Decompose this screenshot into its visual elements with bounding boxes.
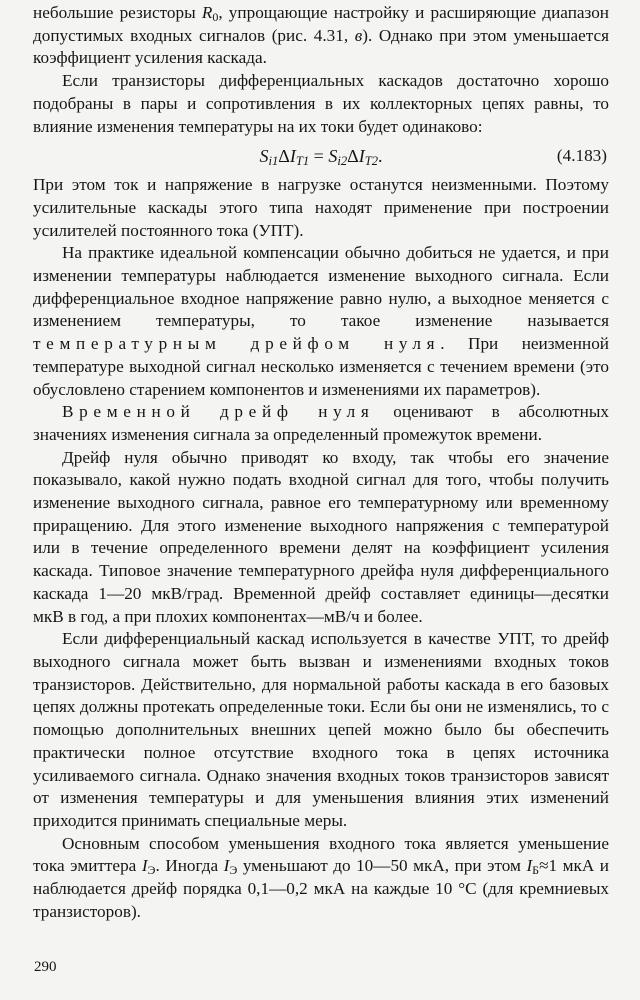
subscript: Э	[147, 863, 156, 878]
text-run: в	[354, 25, 363, 45]
text-run: . Иногда	[155, 856, 224, 876]
paragraph	[33, 401, 609, 446]
paragraph	[33, 2, 609, 70]
page-number: 290	[34, 959, 57, 975]
text-run: Если дифференциальный каскад используется в качестве УПТ, то дрейф выходного сигнала может быть вызван и изменениями входных токов транзисторов. Действительно, для нормальной работы каскада в его базовых цепях должны протекать определенные токи. Если бы они не изменялись, то с помощью дополнительных внешних цепей можно было бы обеспечить практически полное отсутствие входного тока в цепях источника усиливаемого сигнала. Однако значения входных токов транзисторов зависят от изменения температуры и для уменьшения влияния этих изменений приходится принимать специальные меры.	[33, 629, 609, 830]
text-run: R	[201, 3, 213, 22]
formula-expression: $S_{i1}\Delta I_{T1} = S_{i2}\Delta I_{T2}$.	[259, 146, 383, 169]
paragraph	[33, 174, 609, 242]
paragraph	[33, 628, 609, 832]
paragraph	[33, 242, 609, 401]
text-run: ). Однако при этом уменьшается коэффициент усиления каскада.	[33, 25, 609, 68]
emphasized-term: Временной дрейф нуля	[62, 402, 375, 422]
text-run: I	[141, 856, 148, 876]
paragraph	[33, 833, 609, 924]
subscript: Э	[229, 863, 238, 878]
text-run: ≈1 мкА и наблюдается дрейф порядка 0,1—0,2 мкА на каждые 10 °С (для кремниевых транзисторов).	[33, 856, 609, 921]
text-run: небольшие резисторы	[33, 3, 202, 22]
paragraph	[33, 447, 609, 629]
paragraph	[33, 70, 609, 138]
emphasized-term: температурным дрейфом нуля	[33, 334, 441, 354]
text-run: I	[223, 856, 230, 876]
text-run: . При неизменной температуре выходной сигнал несколько изменяется с течением времени (это обусловлено старением компонентов и изменениями их параметров).	[33, 334, 609, 399]
text-run: Дрейф нуля обычно приводят ко входу, так чтобы его значение показывало, какой нужно подать входной сигнал для того, чтобы получить изменение выходного сигнала, равное его температурному или временному приращению. Для этого изменение выходного напряжения с температурой или в течение определенного времени делят на коэффициент усиления каскада. Типовое значение температурного дрейфа нуля дифференциального каскада 1—20 мкВ/град. Временной дрейф составляет единицы—десятки мкВ в год, а при плохих компонентах—мВ/ч и более.	[33, 447, 609, 626]
subscript: 0	[212, 10, 219, 24]
text-run: , упрощающие настройку и расширяющие диапазон допустимых входных сигналов (рис. 4.31,	[33, 3, 610, 45]
formula-number: (4.183)	[556, 146, 607, 166]
text-run: оценивают в абсолютных значениях изменения сигнала за определенный промежуток времени.	[33, 402, 609, 444]
text-run: На практике идеальной компенсации обычно добиться не удается, и при изменении температуры наблюдается изменение выходного сигнала. Если дифференциальное входное напряжение равно нулю, а выходное меняется с изменением температуры, то такое изменение называется	[33, 243, 609, 331]
subscript: Б	[532, 863, 540, 878]
text-run: При этом ток и напряжение в нагрузке останутся неизменными. Поэтому усилительные каскады этого типа находят применение при построении усилителей постоянного тока (УПТ).	[33, 175, 609, 240]
text-run: Основным способом уменьшения входного тока является уменьшение тока эмиттера	[33, 833, 609, 876]
text-run: уменьшают до 10—50 мкА, при этом	[237, 856, 527, 876]
formula-block	[33, 138, 609, 174]
text-run: I	[526, 856, 533, 876]
body-text	[33, 2, 609, 923]
text-run: Если транзисторы дифференциальных каскадов достаточно хорошо подобраны в пары и сопротивления в их коллекторных цепях равны, то влияние изменения температуры на их токи будет одинаково:	[33, 71, 609, 136]
